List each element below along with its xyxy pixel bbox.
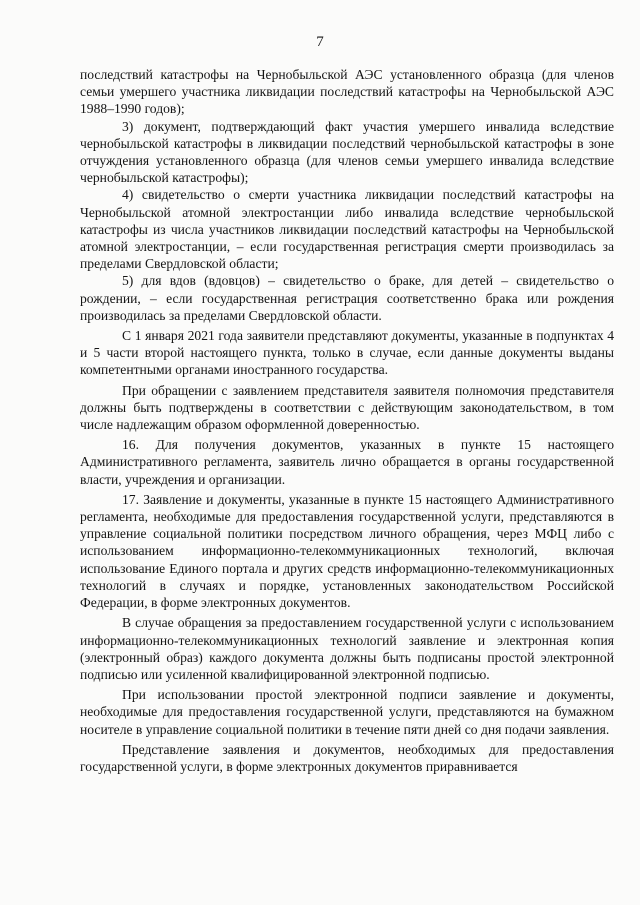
document-body	[80, 66, 614, 775]
paragraph-simple-signature: При использовании простой электронной подписи заявление и документы, необходимые для предоставления государственной услуги, представляются на бумажном носителе в управление социальной политики в течение пяти дней со дня подачи заявления.	[80, 687, 614, 737]
page-number: 7	[316, 34, 324, 50]
paragraph-item-4: 4) свидетельство о смерти участника ликвидации последствий катастрофы на Чернобыльской атомной электростанции либо инвалида вследствие чернобыльской катастрофы из числа участников ликвидации последствий катастрофы на Чернобыльской атомной электростанции, – если государственная регистрация смерти производилась за пределами Свердловской области;	[80, 187, 614, 272]
paragraph-item-3: 3) документ, подтверждающий факт участия умершего инвалида вследствие чернобыльской катастрофы в ликвидации последствий чернобыльской катастрофы в зоне отчуждения установленного образца (для членов семьи умершего инвалида вследствие чернобыльской катастрофы);	[80, 118, 614, 186]
paragraph-item-5: 5) для вдов (вдовцов) – свидетельство о браке, для детей – свидетельство о рождении, – если государственная регистрация соответственно брака или рождения производилась за пределами Свердловской области.	[80, 273, 614, 323]
paragraph-electronic-documents: Представление заявления и документов, необходимых для предоставления государственной услуги, в форме электронных документов приравнивается	[80, 741, 614, 774]
paragraph-2021-note: С 1 января 2021 года заявители представляют документы, указанные в подпунктах 4 и 5 части второй настоящего пункта, только в случае, если данные документы выданы компетентными органами иностранного государства.	[80, 328, 614, 378]
paragraph-clause-17: 17. Заявление и документы, указанные в пункте 15 настоящего Административного регламента, необходимые для предоставления государственной услуги, представляются в управление социальной политики посредством личного обращения, через МФЦ либо с использованием информационно-телекоммуникационных технологий, включая использование Единого портала и других средств информационно-телекоммуникационных технологий в случаях и порядке, установленных законодательством Российской Федерации, в форме электронных документов.	[80, 491, 614, 611]
paragraph-electronic-signature: В случае обращения за предоставлением государственной услуги с использованием информационно-телекоммуникационных технологий заявление и электронная копия (электронный образ) каждого документа должны быть подписаны простой электронной подписью или усиленной квалифицированной электронной подписью.	[80, 615, 614, 682]
paragraph-clause-16: 16. Для получения документов, указанных в пункте 15 настоящего Административного регламента, заявитель лично обращается в органы государственной власти, учреждения и организации.	[80, 437, 614, 487]
paragraph-continuation: последствий катастрофы на Чернобыльской АЭС установленного образца (для членов семьи умершего участника ликвидации последствий катастрофы на Чернобыльской АЭС 1988–1990 годов);	[80, 67, 614, 117]
paragraph-representative: При обращении с заявлением представителя заявителя полномочия представителя должны быть подтверждены в соответствии с действующим законодательством, в том числе надлежащим образом оформленной доверенностью.	[80, 382, 614, 433]
